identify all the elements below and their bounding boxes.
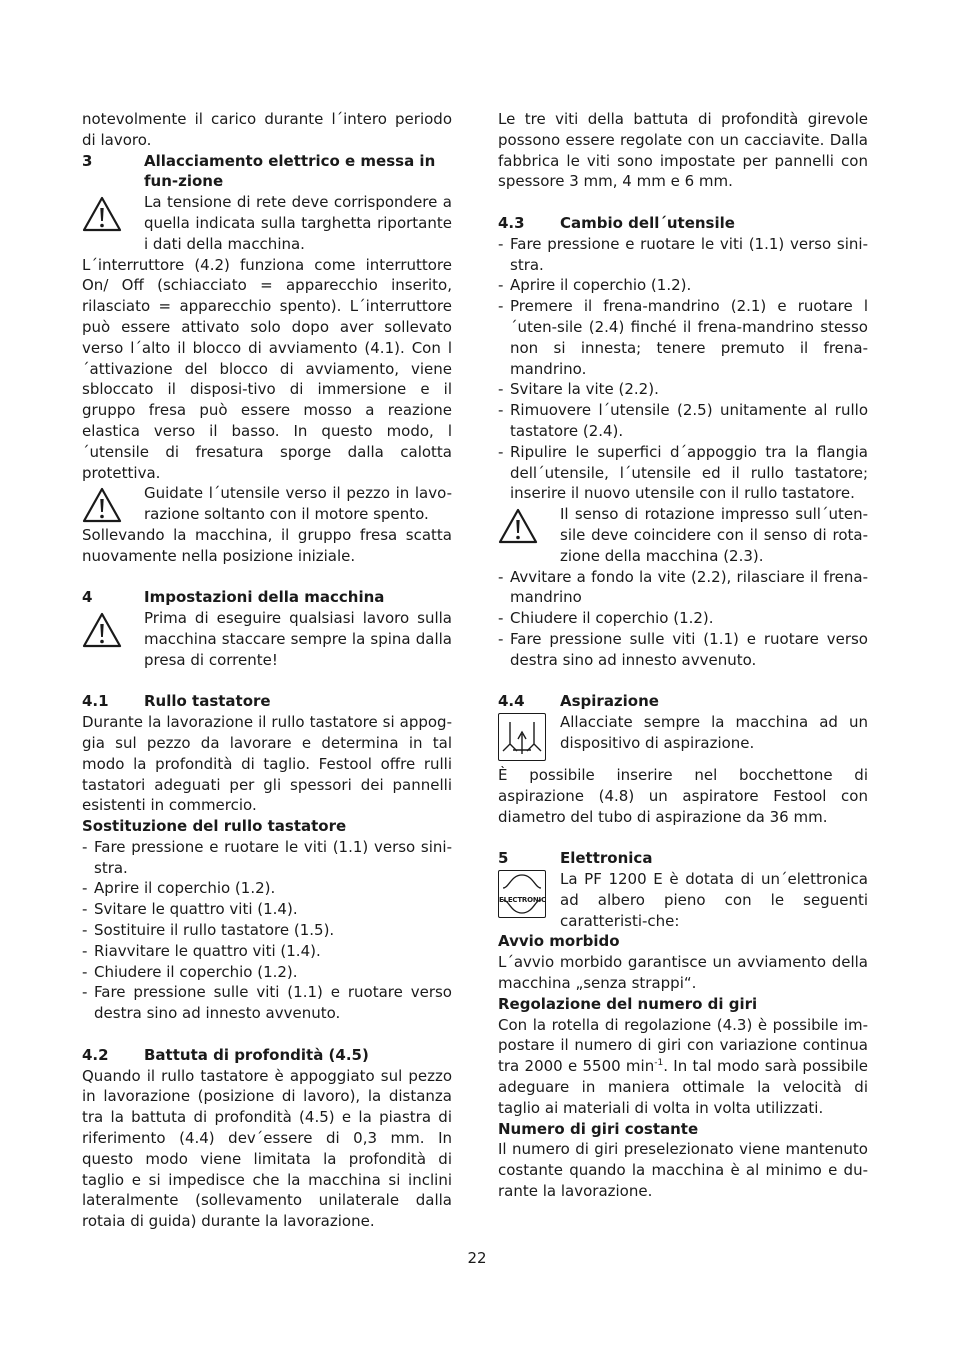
exponent: -1 bbox=[654, 1058, 664, 1069]
list-item: - Avvitare a fondo la vite (2.2), rilasciare il frena-mandrino bbox=[498, 567, 868, 609]
page-number: 22 bbox=[467, 1249, 487, 1267]
section-4-2-heading bbox=[82, 1045, 452, 1066]
section-title: Cambio dell´utensile bbox=[560, 213, 735, 232]
section-number: 3 bbox=[82, 151, 93, 170]
list-item: - Sostituire il rullo tastatore (1.5). bbox=[82, 920, 452, 941]
speed-text: Con la rotella di regolazione (4.3) è possibile im-postare il numero di giri con variazione continua tra 2000 e 5500 min bbox=[498, 1015, 868, 1076]
warning-icon bbox=[498, 508, 538, 544]
left-column bbox=[82, 109, 452, 1232]
section-5-heading bbox=[498, 848, 868, 869]
paragraph: Il numero di giri preselezionato viene mantenuto costante quando la macchina è al minimo e du-rante la lavorazione. bbox=[498, 1140, 868, 1201]
warning-icon bbox=[82, 196, 122, 232]
steps-list bbox=[82, 837, 452, 1024]
section-title: Allacciamento elettrico e messa in fun-zione bbox=[144, 151, 436, 191]
intro-paragraph: notevolmente il carico durante l´intero periodo di lavoro. bbox=[82, 110, 452, 149]
electronic-text: La PF 1200 E è dotata di un´elettronica ad albero pieno con le seguenti caratteristi-che: bbox=[560, 870, 868, 930]
steps-list bbox=[498, 234, 868, 504]
warning-text: Prima di eseguire qualsiasi lavoro sulla macchina staccare sempre la spina dalla presa di corrente! bbox=[144, 609, 452, 669]
section-4-3-heading bbox=[498, 213, 868, 234]
list-item: - Aprire il coperchio (1.2). bbox=[82, 878, 452, 899]
subheading: Sostituzione del rullo tastatore bbox=[82, 817, 347, 836]
paragraph: L´avvio morbido garantisce un avviamento della macchina „senza strappi“. bbox=[498, 953, 868, 993]
list-item: - Fare pressione sulle viti (1.1) e ruotare verso destra sino ad innesto avvenuto. bbox=[82, 982, 452, 1024]
subheading: Regolazione del numero di giri bbox=[498, 994, 758, 1013]
section-title: Impostazioni della macchina bbox=[144, 588, 385, 607]
list-item: - Rimuovere l´utensile (2.5) unitamente al rullo tastatore (2.4). bbox=[498, 400, 868, 442]
section-number: 4.2 bbox=[82, 1045, 109, 1064]
electronic-block bbox=[498, 869, 868, 931]
warning-icon bbox=[82, 612, 122, 648]
right-column bbox=[498, 109, 868, 1202]
switch-paragraph: L´interruttore (4.2) funziona come interruttore On/ Off (schiacciato = apparecchio inserito, rilasciato = apparecchio spento). L´interruttore può essere attivato solo dopo aver sollevato verso l´alto il blocco di avviamento (4.1). Con l´attivazione del blocco di avviamento, viene sbloccato il disposi-tivo di immersione e il gruppo fresa può essere mosso a reazione elastica verso il basso. In questo modo, l´utensile di fresatura sporge dalla calotta protettiva. bbox=[82, 255, 452, 482]
section-4-4-heading bbox=[498, 691, 868, 712]
list-item: - Chiudere il coperchio (1.2). bbox=[498, 608, 868, 629]
list-item: - Fare pressione e ruotare le viti (1.1) verso sini-stra. bbox=[498, 234, 868, 276]
subheading: Numero di giri costante bbox=[498, 1119, 699, 1138]
list-item: - Svitare le quattro viti (1.4). bbox=[82, 899, 452, 920]
section-3-heading bbox=[82, 151, 452, 193]
warning-block bbox=[82, 608, 452, 670]
warning-text: Il senso di rotazione impresso sull´uten-sile deve coincidere con il senso di rota-zione della macchina (2.3). bbox=[560, 505, 868, 565]
section-title: Rullo tastatore bbox=[144, 692, 271, 711]
list-item: - Riavvitare le quattro viti (1.4). bbox=[82, 941, 452, 962]
paragraph: Sollevando la macchina, il gruppo fresa scatta nuovamente nella posizione iniziale. bbox=[82, 525, 452, 565]
steps-list bbox=[498, 567, 868, 671]
intro-paragraph: Le tre viti della battuta di profondità girevole possono essere regolate con un cacciavite. Dalla fabbrica le viti sono impostate per pannelli con spessore 3 mm, 4 mm e 6 mm. bbox=[498, 110, 868, 191]
extraction-text: Allacciate sempre la macchina ad un dispositivo di aspirazione. bbox=[560, 713, 868, 752]
warning-block bbox=[82, 483, 452, 525]
section-number: 4.3 bbox=[498, 213, 525, 232]
electronic-icon bbox=[498, 870, 546, 918]
warning-text: Guidate l´utensile verso il pezzo in lavo-razione soltanto con il motore spento. bbox=[144, 484, 452, 524]
section-number: 4.1 bbox=[82, 692, 109, 711]
list-item: - Chiudere il coperchio (1.2). bbox=[82, 962, 452, 983]
warning-text: La tensione di rete deve corrispondere a quella indicata sulla targhetta riportante i dati della macchina. bbox=[144, 193, 452, 253]
warning-icon bbox=[82, 487, 122, 523]
list-item: - Ripulire le superfici d´appoggio tra la flangia dell´utensile, l´utensile ed il rullo tastatore; inserire il nuovo utensile con il rullo tastatore. bbox=[498, 442, 868, 504]
paragraph: Durante la lavorazione il rullo tastatore si appog-gia sul pezzo da lavorare e determina in tal modo la profondità di taglio. Festool offre rulli tastatori adeguati per gli spessori dei pannelli esistenti in commercio. bbox=[82, 713, 452, 815]
list-item: - Svitare la vite (2.2). bbox=[498, 379, 868, 400]
section-title: Battuta di profondità (4.5) bbox=[144, 1045, 369, 1064]
subheading: Avvio morbido bbox=[498, 932, 620, 951]
dust-extraction-icon bbox=[498, 713, 546, 761]
section-title: Elettronica bbox=[560, 849, 653, 868]
list-item: - Fare pressione e ruotare le viti (1.1) verso sini-stra. bbox=[82, 837, 452, 879]
section-number: 5 bbox=[498, 849, 509, 868]
extraction-block bbox=[498, 712, 868, 765]
paragraph: Quando il rullo tastatore è appoggiato sul pezzo in lavorazione (posizione di lavoro), la distanza tra la battuta di profondità (4.5) e la piastra di riferimento (4.4) dev´essere di 0,3 mm. In questo modo viene limitata la profondità di taglio e si impedisce che la macchina si inclini lateralmente (sollevamento unilaterale dalla rotaia di guida) durante la lavorazione. bbox=[82, 1066, 452, 1231]
list-item: - Aprire il coperchio (1.2). bbox=[498, 275, 868, 296]
electronic-label: ELECTRONIC bbox=[499, 896, 546, 905]
warning-block bbox=[82, 192, 452, 254]
section-number: 4 bbox=[82, 588, 93, 607]
section-4-1-heading bbox=[82, 691, 452, 712]
list-item: - Premere il frena-mandrino (2.1) e ruotare l´uten-sile (2.4) finché il frena-mandrino stesso non si innesta; tenere premuto il frena-mandrino. bbox=[498, 296, 868, 379]
speed-paragraph bbox=[498, 1015, 868, 1119]
warning-block bbox=[498, 504, 868, 566]
section-4-heading bbox=[82, 587, 452, 608]
section-title: Aspirazione bbox=[560, 692, 659, 711]
list-item: - Fare pressione sulle viti (1.1) e ruotare verso destra sino ad innesto avvenuto. bbox=[498, 629, 868, 671]
section-number: 4.4 bbox=[498, 692, 525, 711]
paragraph: È possibile inserire nel bocchettone di aspirazione (4.8) un aspiratore Festool con diametro del tubo di aspirazione da 36 mm. bbox=[498, 766, 868, 826]
speed-text-continued: . In tal modo sarà possibile adeguare in maniera ottimale la velocità di taglio ai materiali di volta in volta utilizzati. bbox=[498, 1057, 868, 1117]
